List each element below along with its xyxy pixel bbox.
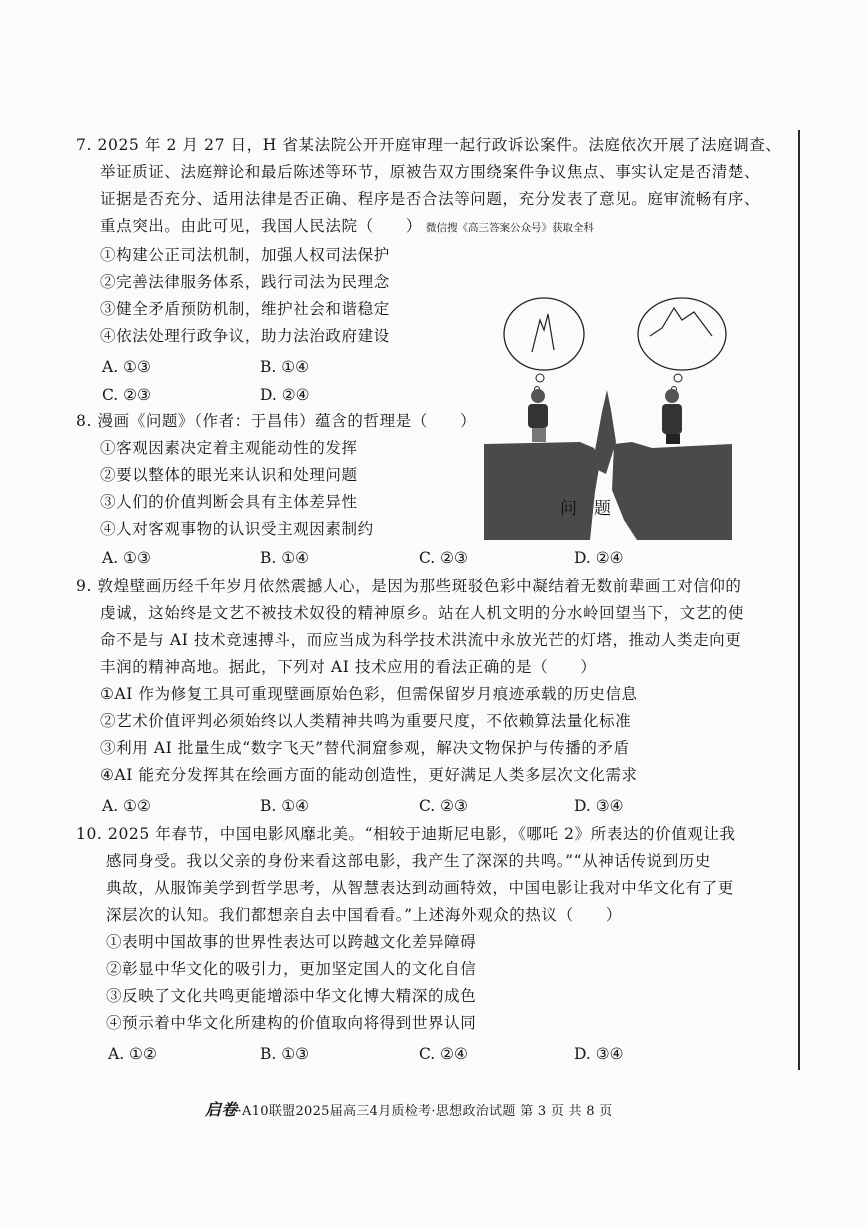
q7-item-3: ③健全矛盾预防机制，维护社会和谐稳定 xyxy=(100,300,390,318)
question-9 xyxy=(76,573,744,789)
q7-item-2: ②完善法律服务体系，践行司法为民理念 xyxy=(100,273,390,291)
q9-option-a: A. ①② xyxy=(102,797,151,815)
q10-line-4: 深层次的认知。我们都想亲自去中国看看。”上述海外观众的热议（ ） xyxy=(106,906,622,924)
footer-logo: 启卷 xyxy=(205,1100,238,1119)
q8-stem: 8. 漫画《问题》（作者：于昌伟）蕴含的哲理是（ ） xyxy=(76,412,477,430)
q7-item-4: ④依法处理行政争议，助力法治政府建设 xyxy=(100,327,390,345)
q7-line-1: 7. 2025 年 2 月 27 日，H 省某法院公开开庭审理一起行政诉讼案件。法庭依次开展了法庭调查、 xyxy=(76,136,782,154)
q8-option-d: D. ②④ xyxy=(574,549,624,567)
q9-line-3: 命不是与 AI 技术竞速搏斗，而应当成为科学技术洪流中永放光芒的灯塔，推动人类走向更 xyxy=(100,631,742,649)
q7-line-4-wrap xyxy=(76,213,782,242)
q10-item-1: ①表明中国故事的世界性表达可以跨越文化差异障碍 xyxy=(106,933,477,951)
question-8 xyxy=(76,408,476,543)
q9-item-4: ④AI 能充分发挥其在绘画方面的能动创造性，更好满足人类多层次文化需求 xyxy=(100,766,638,784)
q8-item-4: ④人对客观事物的认识受主观因素制约 xyxy=(100,520,374,538)
page-footer xyxy=(205,1097,613,1120)
q9-item-1: ①AI 作为修复工具可重现壁画原始色彩，但需保留岁月痕迹承载的历史信息 xyxy=(100,685,638,703)
q10-line-1: 10. 2025 年春节，中国电影风靡北美。“相较于迪斯尼电影，《哪吒 2》所表达的价值观让我 xyxy=(76,825,736,843)
q9-option-c: C. ②③ xyxy=(419,797,468,815)
q8-item-1: ①客观因素决定着主观能动性的发挥 xyxy=(100,439,358,457)
q7-item-1: ①构建公正司法机制，加强人权司法保护 xyxy=(100,246,390,264)
q7-line-3: 证据是否充分、适用法律是否正确、程序是否合法等问题，充分发表了意见。庭审流畅有序、 xyxy=(100,190,761,208)
q7-line-2: 举证质证、法庭辩论和最后陈述等环节，原被告双方围绕案件争议焦点、事实认定是否清楚、 xyxy=(100,163,761,181)
q9-option-d: D. ③④ xyxy=(574,797,624,815)
q8-item-2: ②要以整体的眼光来认识和处理问题 xyxy=(100,466,358,484)
q10-line-3: 典故，从服饰美学到哲学思考，从智慧表达到动画特效，中国电影让我对中华文化有了更 xyxy=(106,879,734,897)
q9-line-4: 丰润的精神高地。据此，下列对 AI 技术应用的看法正确的是（ ） xyxy=(100,658,597,676)
question-10 xyxy=(76,821,736,1037)
q9-item-2: ②艺术价值评判必须始终以人类精神共鸣为重要尺度，不依赖算法量化标准 xyxy=(100,712,632,730)
q10-line-2: 感同身受。我以父亲的身份来看这部电影，我产生了深深的共鸣。”“从神话传说到历史 xyxy=(106,852,712,870)
q8-option-a: A. ①③ xyxy=(102,549,151,567)
footer-text: ·A10联盟2025届高三4月质检考·思想政治试题 第 3 页 共 8 页 xyxy=(237,1104,613,1119)
q7-option-a: A. ①③ xyxy=(102,358,151,376)
q10-option-b: B. ①③ xyxy=(260,1045,310,1063)
q10-option-a: A. ①② xyxy=(108,1045,157,1063)
q9-line-2: 虔诚，这始终是文艺不被技术奴役的精神原乡。站在人机文明的分水岭回望当下，文艺的使 xyxy=(100,604,745,622)
q7-option-b: C. ②③ xyxy=(102,386,151,404)
source-note: 微信搜《高三答案公众号》获取全科 xyxy=(426,222,595,234)
q10-item-3: ③反映了文化共鸣更能增添中华文化博大精深的成色 xyxy=(106,987,477,1005)
q9-item-3: ③利用 AI 批量生成“数字飞天”替代洞窟参观，解决文物保护与传播的矛盾 xyxy=(100,739,630,757)
cartoon-caption: 问 题 xyxy=(560,499,611,519)
q10-item-2: ②彰显中华文化的吸引力，更加坚定国人的文化自信 xyxy=(106,960,477,978)
q7-line-4: 重点突出。由此可见，我国人民法院（ ） xyxy=(100,217,423,235)
q10-option-d: D. ③④ xyxy=(574,1045,624,1063)
margin-rule xyxy=(798,130,800,1070)
q8-option-b: B. ①④ xyxy=(260,549,310,567)
q10-option-c: C. ②④ xyxy=(419,1045,468,1063)
q8-item-3: ③人们的价值判断会具有主体差异性 xyxy=(100,493,358,511)
q7-option-d: D. ②④ xyxy=(260,386,310,404)
q7-option-c: B. ①④ xyxy=(260,358,310,376)
q8-option-c: C. ②③ xyxy=(419,549,468,567)
q10-item-4: ④预示着中华文化所建构的价值取向将得到世界认同 xyxy=(106,1014,477,1032)
q9-line-1: 9. 敦煌壁画历经千年岁月依然震撼人心，是因为那些斑驳色彩中凝结着无数前辈画工对信仰的 xyxy=(76,577,742,595)
q9-option-b: B. ①④ xyxy=(260,797,310,815)
cartoon-image xyxy=(482,292,732,540)
